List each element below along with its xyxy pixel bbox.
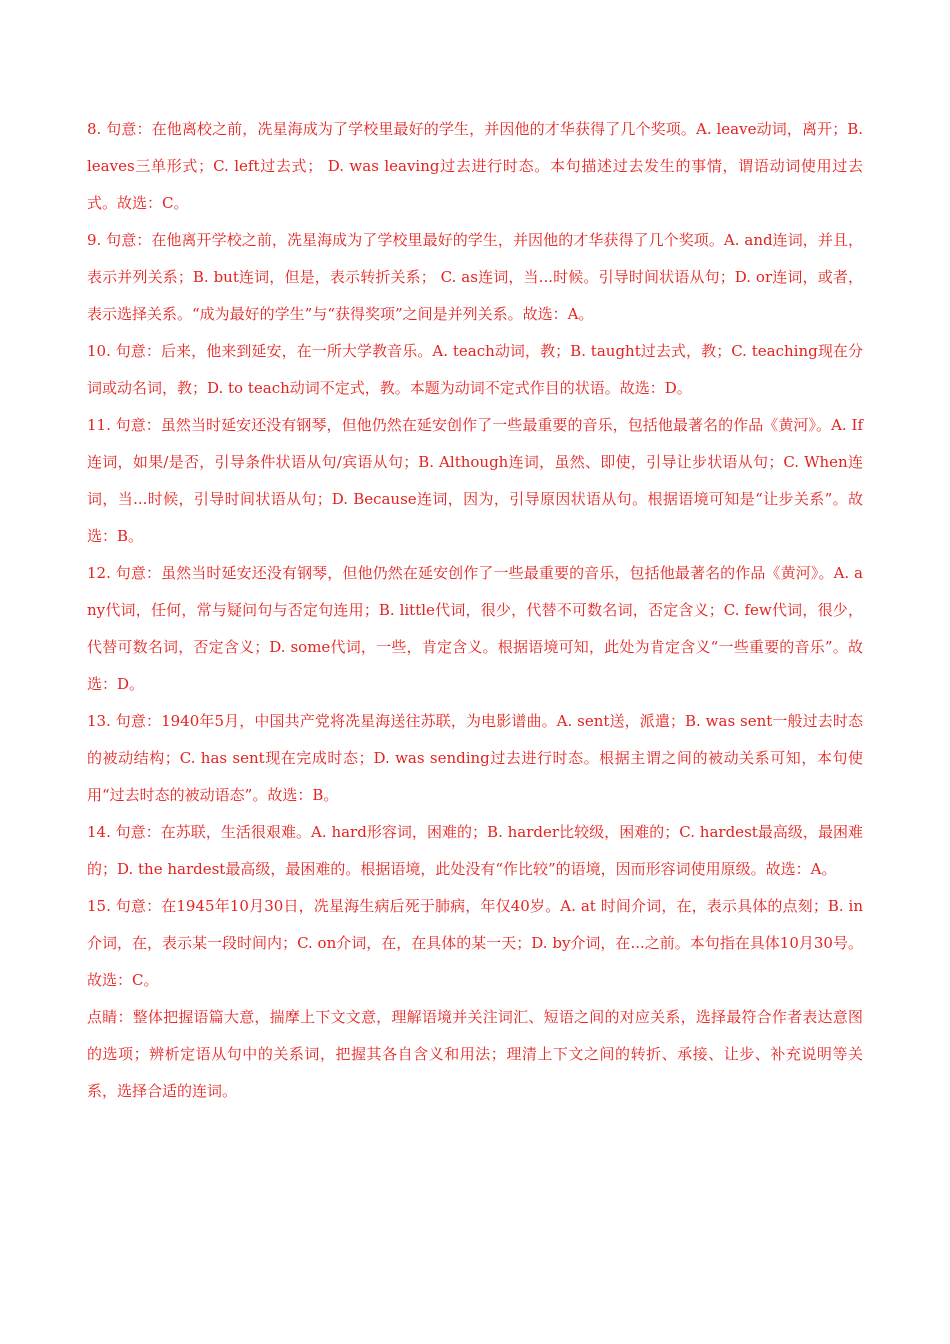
key-point-note: 点睛：整体把握语篇大意，揣摩上下文文意，理解语境并关注词汇、短语之间的对应关系，选择最符合作者表达意图的选项；辨析定语从句中的关系词，把握其各自含义和用法；理清上下文之间的转折、承接、让步、补充说明等关系，选择合适的连词。	[87, 1008, 863, 1100]
explanation-item-10: 10. 句意：后来，他来到延安，在一所大学教音乐。A. teach动词，教；B. taught过去式，教；C. teaching现在分词或动名词，教；D. to teach动词不定式，教。本题为动词不定式作目的状语。故选：D。	[87, 342, 863, 397]
explanation-item-8: 8. 句意：在他离校之前，冼星海成为了学校里最好的学生，并因他的才华获得了几个奖项。A. leave动词，离开；B. leaves三单形式；C. left过去式； D. was leaving过去进行时态。本句描述过去发生的事情，谓语动词使用过去式。故选：C。	[87, 120, 863, 212]
explanation-item-14: 14. 句意：在苏联，生活很艰难。A. hard形容词，困难的；B. harder比较级，困难的；C. hardest最高级，最困难的；D. the hardest最高级，最困难的。根据语境，此处没有“作比较”的语境，因而形容词使用原级。故选：A。	[87, 823, 863, 878]
explanation-item-15: 15. 句意：在1945年10月30日，冼星海生病后死于肺病，年仅40岁。A. at 时间介词，在，表示具体的点刻；B. in介词，在，表示某一段时间内；C. on介词，在，在具体的某一天；D. by介词，在...之前。本句指在具体10月30号。故选：C。	[87, 897, 863, 989]
explanation-item-11: 11. 句意：虽然当时延安还没有钢琴，但他仍然在延安创作了一些最重要的音乐，包括他最著名的作品《黄河》。A. If 连词，如果/是否，引导条件状语从句/宾语从句；B. Although连词，虽然、即使，引导让步状语从句；C. When连词，当...时候，引导时间状语从句；D. Because连词，因为，引导原因状语从句。根据语境可知是“让步关系”。故选：B。	[87, 416, 863, 545]
explanation-item-13: 13. 句意：1940年5月，中国共产党将冼星海送往苏联，为电影谱曲。A. sent送，派遣；B. was sent一般过去时态的被动结构；C. has sent现在完成时态；D. was sending过去进行时态。根据主谓之间的被动关系可知，本句使用“过去时态的被动语态”。故选：B。	[87, 712, 863, 804]
explanation-item-9: 9. 句意：在他离开学校之前，冼星海成为了学校里最好的学生，并因他的才华获得了几个奖项。A. and连词，并且，表示并列关系；B. but连词，但是，表示转折关系； C. as连词，当...时候。引导时间状语从句；D. or连词，或者，表示选择关系。“成为最好的学生”与“获得奖项”之间是并列关系。故选：A。	[87, 231, 863, 323]
answer-explanations	[87, 111, 863, 1110]
explanation-item-12: 12. 句意：虽然当时延安还没有钢琴，但他仍然在延安创作了一些最重要的音乐，包括他最著名的作品《黄河》。A. any代词，任何，常与疑问句与否定句连用；B. little代词，很少，代替不可数名词，否定含义；C. few代词，很少，代替可数名词，否定含义；D. some代词，一些，肯定含义。根据语境可知，此处为肯定含义“一些重要的音乐”。故选：D。	[87, 564, 863, 693]
